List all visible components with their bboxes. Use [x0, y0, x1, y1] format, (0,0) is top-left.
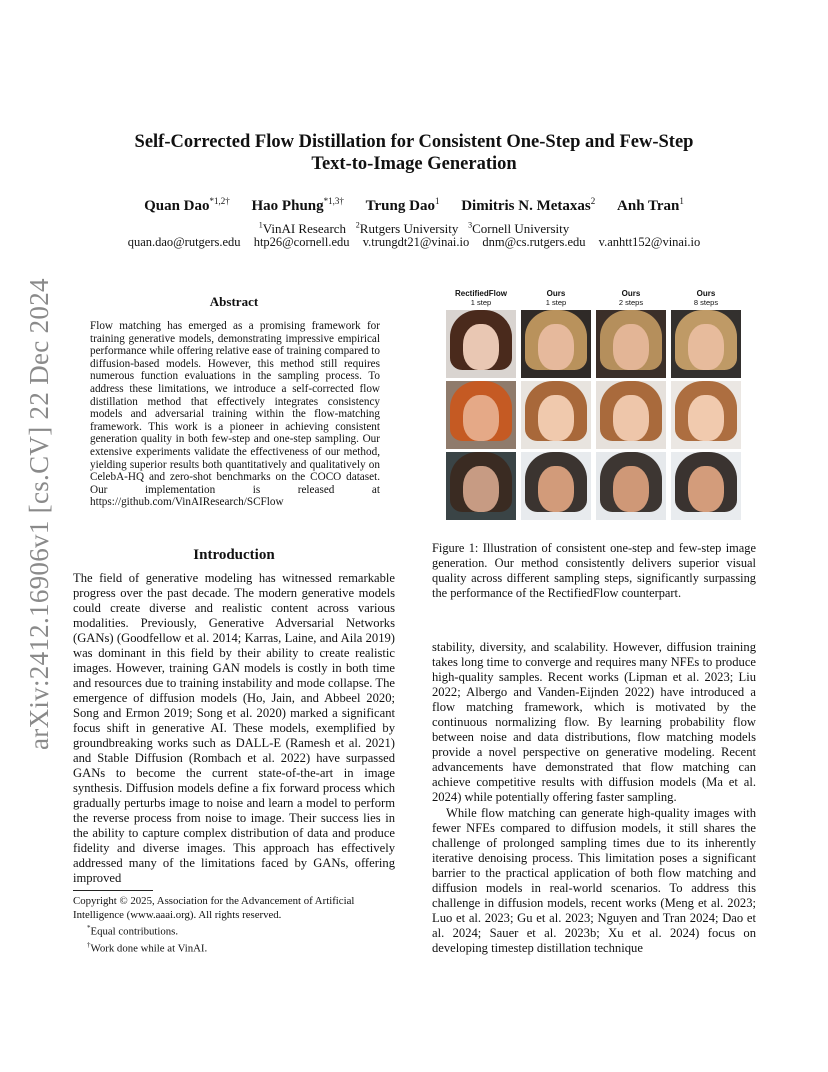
portrait-face: [538, 324, 574, 370]
affiliation: $^1$VinAI Research: [258, 221, 347, 237]
portrait-face: [613, 395, 649, 441]
footnotes: [73, 895, 397, 956]
footnote-rule: [73, 890, 153, 891]
abstract-text: Flow matching has emerged as a promising framework for training generative models, demonstrating impressive empirical performance while offering relative ease of training compared to diffusion-based models. However, this method still requires numerous function evaluations in the sampling process. To address these limitations, we introduce a self-corrected flow distillation method that effectively integrates consistency models and adversarial training within the flow-matching framework. This work is a pioneer in achieving consistent generation quality in both few-step and one-step sampling. Our extensive experiments validate the effectiveness of our method, yielding superior results both quantitatively and qualitatively on CelebA-HQ and zero-shot benchmarks on the COCO dataset. Our implementation is released at https://github.com/VinAIResearch/SCFlow: [90, 320, 380, 509]
column-header: Ours 8 steps: [693, 289, 719, 307]
column-header: Ours 2 steps: [618, 289, 644, 307]
portrait-face: [463, 395, 499, 441]
figure-caption: Figure 1: Illustration of consistent one-step and few-step image generation. Our method consistently delivers superior visual quality across different sampling steps, significantly surpassing the performance of the RectifiedFlow counterpart.: [432, 541, 756, 600]
portrait-face: [463, 466, 499, 512]
portrait-face: [538, 395, 574, 441]
introduction-heading: Introduction: [193, 547, 275, 563]
portrait-image: [521, 452, 591, 520]
body-paragraph: stability, diversity, and scalability. However, diffusion training takes long time to converge and requires many NFEs to produce high-quality samples. Recent works (Lipman et al. 2023; Liu 2022; Albergo and Vanden-Eijnden 2022) have introduced a flow matching framework, which is motivated by the continuous normalizing flow. By learning probability flow between noise and data distributions, flow matching models provide a novel perspective on generative modeling. Recent advancements have demonstrated that flow matching can achieve competitive results with diffusion models (Ma et al. 2024) while potentially offering faster sampling.: [432, 640, 756, 804]
portrait-face: [613, 324, 649, 370]
footnote: †Work done while at VinAI.: [87, 941, 208, 955]
affiliation: $^2$Rutgers University: [355, 221, 459, 237]
author: Trung Dao$^1$: [365, 196, 440, 214]
column-header: RectifiedFlow 1 step: [454, 289, 507, 307]
portrait-image: [446, 381, 516, 449]
email-link[interactable]: v.anhtt152@vinai.io: [598, 235, 701, 249]
portrait-image: [596, 381, 666, 449]
portrait-image: [596, 310, 666, 378]
author: Quan Dao$^{*1,2\dagger}$: [144, 196, 230, 214]
author: Anh Tran$^1$: [617, 196, 684, 214]
footnote: *Equal contributions.: [87, 924, 179, 938]
portrait-face: [613, 466, 649, 512]
email-link[interactable]: dnm@cs.rutgers.edu: [482, 235, 586, 249]
portrait-face: [463, 324, 499, 370]
portrait-image: [521, 310, 591, 378]
portrait-image: [671, 381, 741, 449]
portrait-face: [688, 395, 724, 441]
introduction-paragraph: The field of generative modeling has witnessed remarkable progress over the past decade. The modern generative models could create diverse and realistic content across various modalities. Previously, Generative Adversarial Networks (GANs) (Goodfellow et al. 2014; Karras, Laine, and Aila 2019) was dominant in this field by their ability to create realistic images. However, training GAN models is costly in both time and resources due to training instability and mode collapse. The emergence of diffusion models (Ho, Jain, and Abbeel 2020; Song and Ermon 2019; Song et al. 2020) marked a significant focus shift in generative AI. These models, exemplified by groundbreaking works such as DALL-E (Ramesh et al. 2021) and Stable Diffusion (Rombach et al. 2022) have surpassed GANs to become the current state-of-the-art in image synthesis. Diffusion models define a fix forward process which gradually perturbs image to noise and learn a model to perform the reverse process from noise to image. Their success lies in the ability to capture complex distribution of data and produce fidelity and diverse images. This approach has effectively addressed many of the limitations faced by GANs, offering improved: [73, 571, 395, 885]
portrait-image: [671, 310, 741, 378]
email-link[interactable]: htp26@cornell.edu: [253, 235, 350, 249]
email-list: [60, 234, 768, 250]
portrait-image: [596, 452, 666, 520]
portrait-face: [688, 466, 724, 512]
email-link[interactable]: v.trungdt21@vinai.io: [362, 235, 470, 249]
figure-1-image-grid: [446, 290, 742, 518]
abstract-heading: Abstract: [209, 294, 259, 309]
portrait-image: [521, 381, 591, 449]
affiliation: $^3$Cornell University: [468, 221, 570, 237]
column-header: Ours 1 step: [545, 289, 567, 307]
body-paragraph: While flow matching can generate high-quality images with fewer NFEs compared to diffusion models, it still shares the challenge of prolonged sampling times due to its inherently iterative denoising process. This limitation poses a significant barrier to the practical application of both flow matching and diffusion models in real-world scenarios. To address this challenge in diffusion models, recent works (Meng et al. 2023; Luo et al. 2023; Gu et al. 2023; Nguyen and Tran 2024; Dao et al. 2024; Sauer et al. 2023b; Xu et al. 2024) focus on developing timestep distillation technique: [432, 806, 756, 955]
portrait-image: [446, 452, 516, 520]
title-line-2: Text-to-Image Generation: [311, 154, 517, 174]
title-line-1: Self-Corrected Flow Distillation for Consistent One-Step and Few-Step: [134, 132, 694, 152]
portrait-face: [688, 324, 724, 370]
author: Dimitris N. Metaxas$^2$: [461, 196, 596, 214]
portrait-face: [538, 466, 574, 512]
paper-title: [80, 131, 748, 175]
portrait-image: [446, 310, 516, 378]
email-link[interactable]: quan.dao@rutgers.edu: [127, 235, 241, 249]
copyright-note: Copyright © 2025, Association for the Advancement of Artificial Intelligence (www.aaai.org). All rights reserved.: [73, 895, 355, 921]
author-list: [60, 192, 768, 215]
arxiv-stamp: arXiv:2412.16906v1 [cs.CV] 22 Dec 2024: [24, 278, 54, 750]
author: Hao Phung$^{*1,3\dagger}$: [251, 196, 344, 214]
portrait-image: [671, 452, 741, 520]
